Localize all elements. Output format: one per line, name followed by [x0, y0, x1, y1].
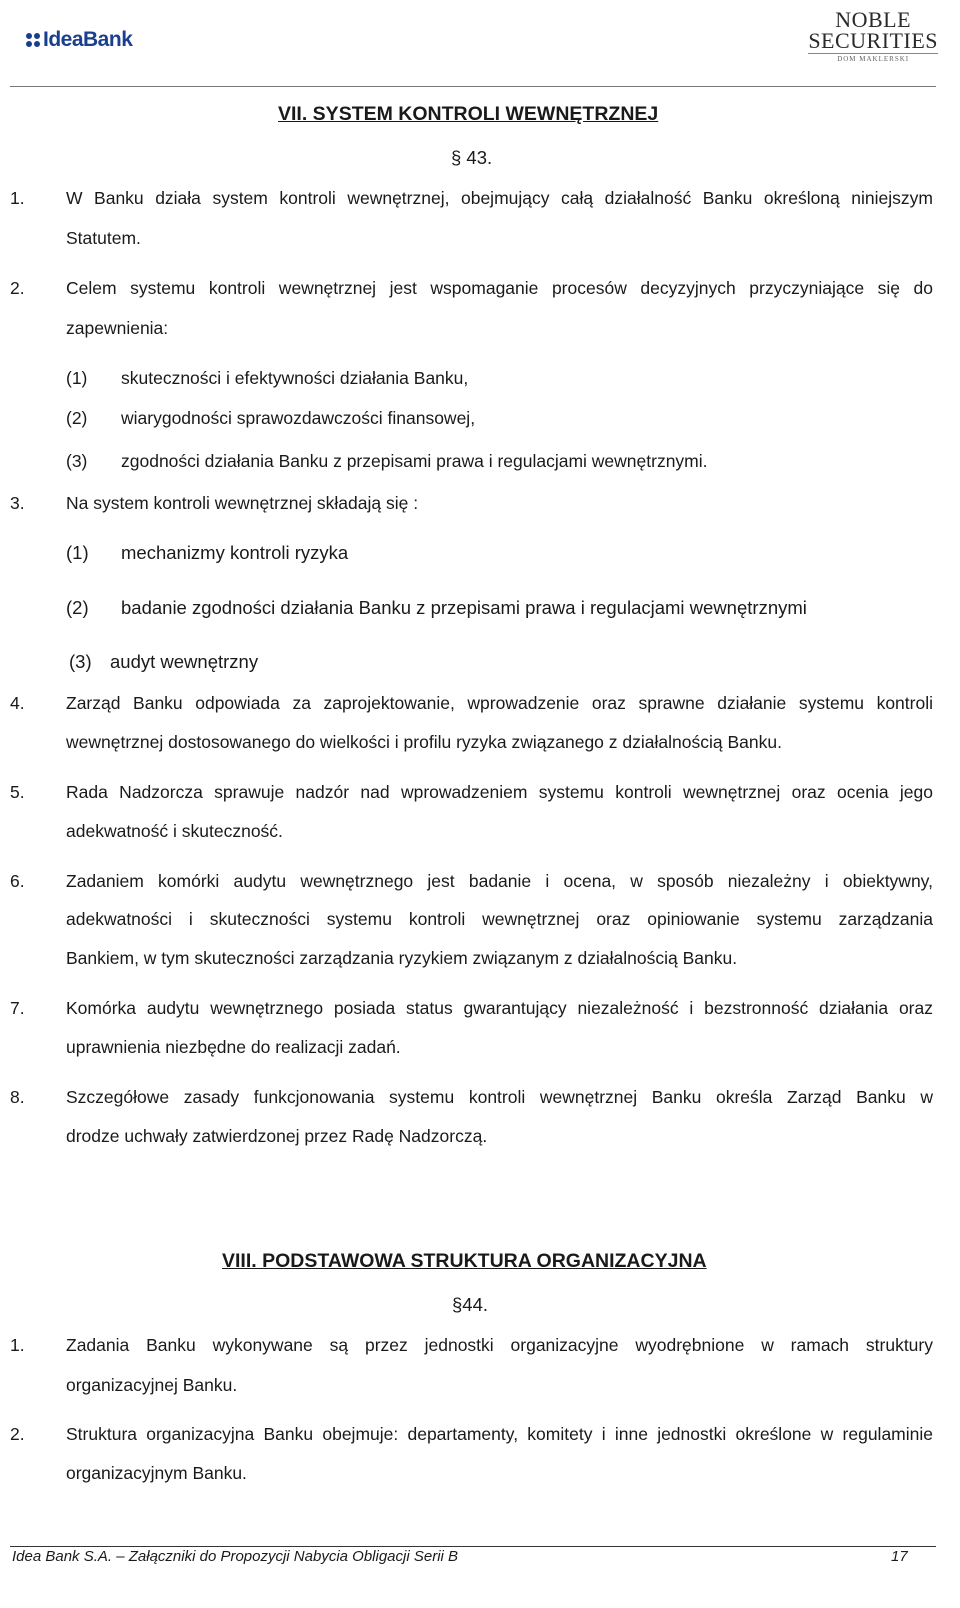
section-heading-viii: VIII. PODSTAWOWA STRUKTURA ORGANIZACYJNA — [222, 1250, 707, 1272]
item-number-1: 1. — [10, 188, 25, 208]
item-2-line-1: Celem systemu kontroli wewnętrznej jest wspomaganie procesów decyzyjnych przyczyniające się do — [66, 278, 933, 298]
subitem-number: (2) — [66, 597, 89, 618]
item-number-5: 5. — [10, 782, 25, 802]
item-8-line-2: drodze uchwały zatwierdzonej przez Radę Nadzorczą. — [66, 1126, 488, 1146]
section8-item-1-line-2: organizacyjnej Banku. — [66, 1375, 238, 1395]
footer-divider — [10, 1546, 936, 1547]
item-number-8: 8. — [10, 1087, 25, 1107]
item-5-line-1: Rada Nadzorcza sprawuje nadzór nad wprowadzeniem systemu kontroli wewnętrznej oraz ocenia jego — [66, 782, 933, 802]
section8-item-2-line-1: Struktura organizacyjna Banku obejmuje: departamenty, komitety i inne jednostki określone w regulaminie — [66, 1424, 933, 1444]
subitem-number: (3) — [66, 451, 88, 471]
subitem-number: (1) — [66, 542, 89, 563]
subitem-text: zgodności działania Banku z przepisami prawa i regulacjami wewnętrznymi. — [121, 451, 708, 471]
footer-page-number: 17 — [891, 1548, 908, 1565]
subitem-text: badanie zgodności działania Banku z przepisami prawa i regulacjami wewnętrznymi — [121, 597, 807, 618]
item-1-line-2: Statutem. — [66, 228, 141, 248]
subitem-number: (3) — [69, 651, 92, 672]
idea-bank-logo-text: IdeaBank — [43, 28, 133, 51]
section8-item-number-1: 1. — [10, 1335, 25, 1355]
item-7-line-2: uprawnienia niezbędne do realizacji zadań. — [66, 1037, 401, 1057]
subitem-text: audyt wewnętrzny — [110, 651, 259, 672]
item-number-7: 7. — [10, 998, 25, 1018]
section8-item-2-line-2: organizacyjnym Banku. — [66, 1463, 247, 1483]
logo-dots-icon — [26, 33, 40, 47]
noble-logo-line2: SECURITIES — [808, 28, 938, 53]
noble-securities-logo — [808, 7, 938, 63]
item-4-line-2: wewnętrznej dostosowanego do wielkości i profilu ryzyka związanego z działalnością Banku. — [66, 732, 782, 752]
header-divider — [10, 86, 936, 87]
item-6-line-3: Bankiem, w tym skuteczności zarządzania ryzykiem związanym z działalnością Banku. — [66, 948, 738, 968]
item-6-line-2: adekwatności i skuteczności systemu kontroli wewnętrznej oraz opiniowanie systemu zarządzania — [66, 909, 933, 929]
item-6-line-1: Zadaniem komórki audytu wewnętrznego jest badanie i ocena, w sposób niezależny i obiektywny, — [66, 871, 933, 891]
subitem-number: (1) — [66, 368, 88, 388]
item-number-6: 6. — [10, 871, 25, 891]
item-7-line-1: Komórka audytu wewnętrznego posiada status gwarantujący niezależność i bezstronność działania oraz — [66, 998, 933, 1018]
item-5-line-2: adekwatność i skuteczność. — [66, 821, 283, 841]
item-4-line-1: Zarząd Banku odpowiada za zaprojektowanie, wprowadzenie oraz sprawne działanie systemu kontroli — [66, 693, 933, 713]
item-number-3: 3. — [10, 493, 25, 513]
section8-item-1-line-1: Zadania Banku wykonywane są przez jednostki organizacyjne wyodrębnione w ramach struktury — [66, 1335, 933, 1355]
section-heading-vii: VII. SYSTEM KONTROLI WEWNĘTRZNEJ — [278, 103, 659, 125]
item-3-text: Na system kontroli wewnętrznej składają się : — [66, 493, 419, 513]
subitem-number: (2) — [66, 408, 88, 428]
idea-bank-logo — [26, 28, 132, 52]
noble-logo-line1: NOBLE — [835, 7, 912, 32]
item-2-line-2: zapewnienia: — [66, 318, 169, 338]
item-1-line-1: W Banku działa system kontroli wewnętrznej, obejmujący całą działalność Banku określoną niniejszym — [66, 188, 933, 208]
footer-document-title: Idea Bank S.A. – Załączniki do Propozycji Nabycia Obligacji Serii B — [12, 1548, 459, 1565]
item-number-4: 4. — [10, 693, 25, 713]
subitem-text: wiarygodności sprawozdawczości finansowej, — [121, 408, 476, 428]
subitem-text: skuteczności i efektywności działania Banku, — [121, 368, 469, 388]
noble-logo-line3: DOM MAKLERSKI — [808, 53, 938, 63]
paragraph-mark-43: § 43. — [451, 147, 493, 168]
item-8-line-1: Szczegółowe zasady funkcjonowania systemu kontroli wewnętrznej Banku określa Zarząd Banku w — [66, 1087, 933, 1107]
section8-item-number-2: 2. — [10, 1424, 25, 1444]
subitem-text: mechanizmy kontroli ryzyka — [121, 542, 349, 563]
item-number-2: 2. — [10, 278, 25, 298]
paragraph-mark-44: §44. — [452, 1294, 489, 1315]
